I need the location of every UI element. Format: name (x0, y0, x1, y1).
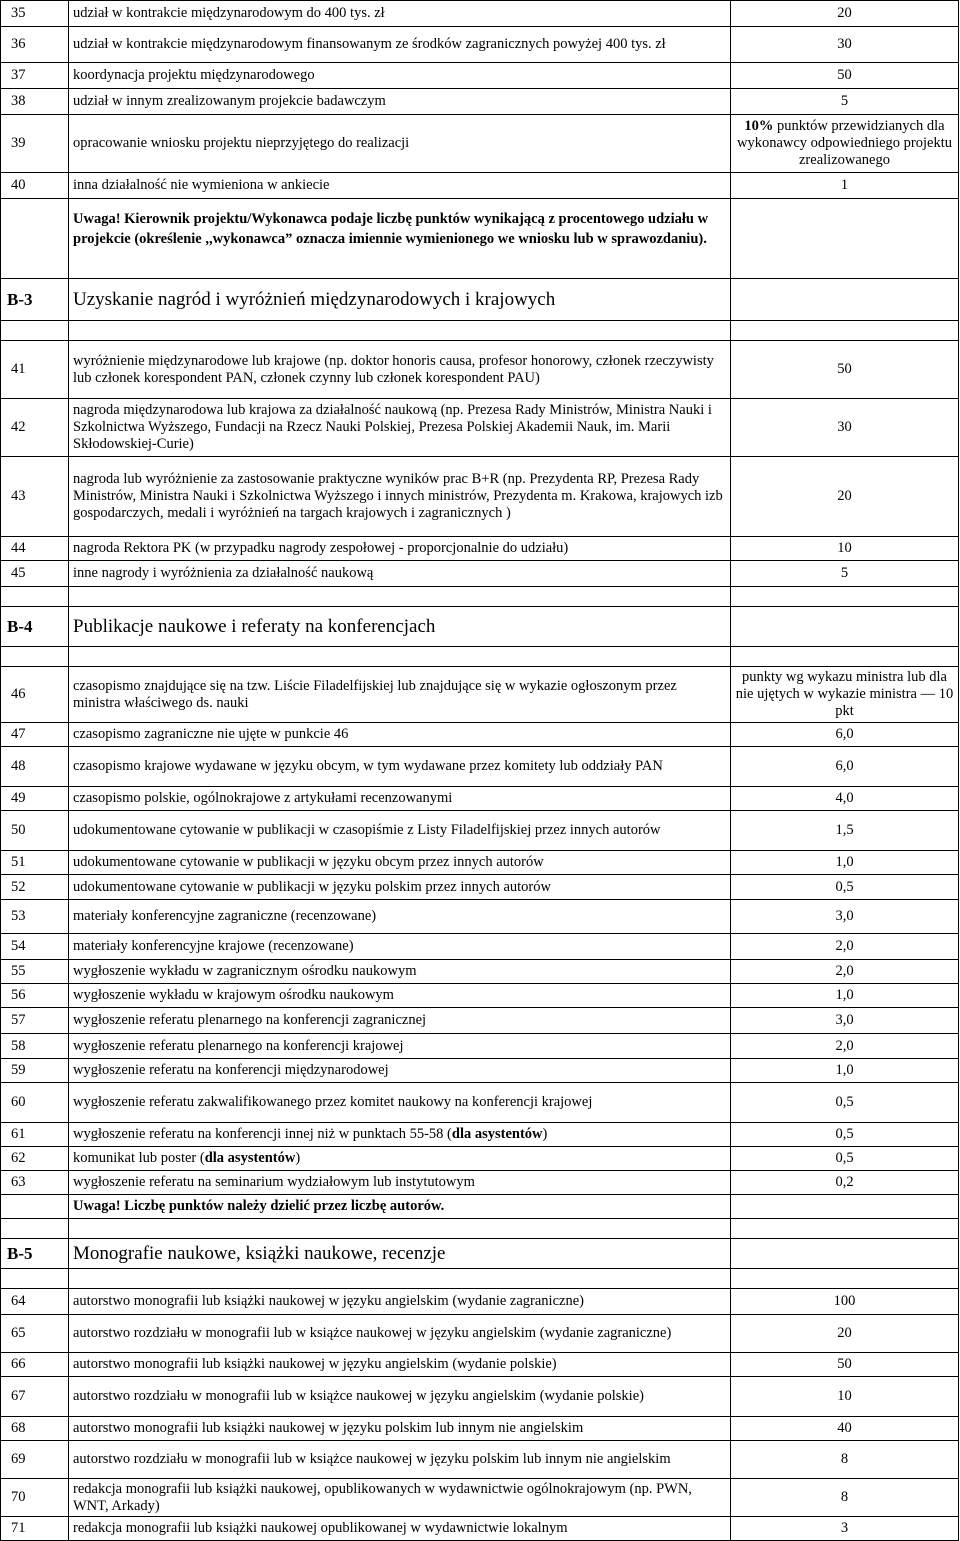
row-number: 41 (1, 341, 69, 399)
table-row (1, 457, 959, 537)
table-row (1, 173, 959, 199)
row-number: 71 (1, 1517, 69, 1541)
table-row (1, 851, 959, 875)
table-row (1, 1034, 959, 1059)
row-description: czasopismo zagraniczne nie ujęte w punkcie 46 (69, 723, 731, 747)
row-points: 2,0 (731, 934, 959, 960)
row-description: wygłoszenie referatu plenarnego na konferencji krajowej (69, 1034, 731, 1059)
row-points: 3,0 (731, 1008, 959, 1034)
row-points: 8 (731, 1441, 959, 1479)
row-description: udokumentowane cytowanie w publikacji w języku obcym przez innych autorów (69, 851, 731, 875)
row-number: 43 (1, 457, 69, 537)
table-row (1, 115, 959, 173)
row-number: 38 (1, 89, 69, 115)
table-row (1, 1479, 959, 1517)
row-points: 1,0 (731, 984, 959, 1008)
section-code: B-4 (1, 607, 69, 647)
table-row (1, 1315, 959, 1353)
section-header-b5 (1, 1239, 959, 1269)
row-points: 30 (731, 399, 959, 457)
row-number: 52 (1, 875, 69, 900)
row-points (731, 115, 959, 173)
row-description: wygłoszenie referatu na konferencji innej niż w punktach 55-58 (dla asystentów) (69, 1123, 731, 1147)
row-description: autorstwo rozdziału w monografii lub w książce naukowej w języku angielskim (wydanie polskie) (69, 1377, 731, 1417)
section-header-b3 (1, 279, 959, 321)
row-number: 57 (1, 1008, 69, 1034)
row-points: 4,0 (731, 787, 959, 811)
row-description: wygłoszenie referatu na seminarium wydziałowym lub instytutowym (69, 1171, 731, 1195)
row-number: 47 (1, 723, 69, 747)
row-number: 46 (1, 667, 69, 723)
row-points: 20 (731, 1315, 959, 1353)
row-description: czasopismo polskie, ogólnokrajowe z artykułami recenzowanymi (69, 787, 731, 811)
row-description: inne nagrody i wyróżnienia za działalność naukową (69, 561, 731, 587)
table-row (1, 960, 959, 984)
row-number: 42 (1, 399, 69, 457)
row-description: udział w kontrakcie międzynarodowym do 400 tys. zł (69, 1, 731, 27)
row-number: 59 (1, 1059, 69, 1083)
table-row (1, 984, 959, 1008)
section-header-b4 (1, 607, 959, 647)
row-points: 1,0 (731, 851, 959, 875)
row-points: 1,0 (731, 1059, 959, 1083)
row-points: 50 (731, 341, 959, 399)
row-points: 50 (731, 1353, 959, 1377)
table-row (1, 1517, 959, 1541)
percent-note: punktów przewidzianych dla wykonawcy odpowiedniego projektu zrealizowanego (736, 118, 953, 168)
row-description: opracowanie wniosku projektu nieprzyjętego do realizacji (69, 115, 731, 173)
row-number: 40 (1, 173, 69, 199)
row-description: inna działalność nie wymieniona w ankiecie (69, 173, 731, 199)
section-code: B-3 (1, 279, 69, 321)
note-row (1, 1195, 959, 1219)
table-row (1, 537, 959, 561)
row-number: 36 (1, 27, 69, 63)
row-points: 0,5 (731, 1083, 959, 1123)
row-number: 45 (1, 561, 69, 587)
row-points: 5 (731, 561, 959, 587)
row-number: 51 (1, 851, 69, 875)
row-description: wygłoszenie wykładu w krajowym ośrodku naukowym (69, 984, 731, 1008)
table-row (1, 934, 959, 960)
table-row (1, 811, 959, 851)
row-points: 1 (731, 173, 959, 199)
row-number: 70 (1, 1479, 69, 1517)
table-row (1, 787, 959, 811)
row-number: 62 (1, 1147, 69, 1171)
row-points: 20 (731, 1, 959, 27)
row-number: 50 (1, 811, 69, 851)
row-points: 6,0 (731, 747, 959, 787)
note-text: Uwaga! Kierownik projektu/Wykonawca podaje liczbę punktów wynikającą z procentowego udziału w projekcie (określenie ,,wykonawca” oznacza imiennie wymienionego we wniosku lub w sprawozdaniu). (69, 199, 731, 279)
row-points: 40 (731, 1417, 959, 1441)
row-number: 67 (1, 1377, 69, 1417)
note-row (1, 199, 959, 279)
row-description: nagroda międzynarodowa lub krajowa za działalność naukową (np. Prezesa Rady Ministrów, Ministra Nauki i Szkolnictwa Wyższego, Fundacji na Rzecz Nauki Polskiej, Prezesa Polskiej Akademii Nauk, im. Marii Skłodowskiej-Curie) (69, 399, 731, 457)
row-description: wygłoszenie wykładu w zagranicznym ośrodku naukowym (69, 960, 731, 984)
row-points: 1,5 (731, 811, 959, 851)
row-description: nagroda lub wyróżnienie za zastosowanie praktyczne wyników prac B+R (np. Prezydenta RP, Prezesa Rady Ministrów, Ministra Nauki i Szkolnictwa Wyższego i innych ministrów, Prezydenta m. Krakowa, krajowych izb gospodarczych, medali i wyróżnień na targach krajowych i zagranicznych ) (69, 457, 731, 537)
row-points: 0,5 (731, 875, 959, 900)
row-description: czasopismo znajdujące się na tzw. Liście Filadelfijskiej lub znajdujące się w wykazie ogłoszonym przez ministra właściwego ds. nauki (69, 667, 731, 723)
row-description: koordynacja projektu międzynarodowego (69, 63, 731, 89)
table-row (1, 89, 959, 115)
table-row (1, 1008, 959, 1034)
table-row (1, 1059, 959, 1083)
table-row (1, 1377, 959, 1417)
row-description: redakcja monografii lub książki naukowej, opublikowanych w wydawnictwie ogólnokrajowym (np. PWN, WNT, Arkady) (69, 1479, 731, 1517)
row-description: autorstwo monografii lub książki naukowej w języku angielskim (wydanie polskie) (69, 1353, 731, 1377)
row-points: 3 (731, 1517, 959, 1541)
row-description: wygłoszenie referatu plenarnego na konferencji zagranicznej (69, 1008, 731, 1034)
row-points: 2,0 (731, 960, 959, 984)
row-number: 39 (1, 115, 69, 173)
row-description: autorstwo rozdziału w monografii lub w książce naukowej w języku angielskim (wydanie zagraniczne) (69, 1315, 731, 1353)
row-points: 8 (731, 1479, 959, 1517)
table-row (1, 1171, 959, 1195)
row-points: 30 (731, 27, 959, 63)
table-row (1, 723, 959, 747)
row-number: 53 (1, 900, 69, 934)
section-code: B-5 (1, 1239, 69, 1269)
row-description: autorstwo rozdziału w monografii lub w książce naukowej w języku polskim lub innym nie angielskim (69, 1441, 731, 1479)
note-text: Uwaga! Liczbę punktów należy dzielić przez liczbę autorów. (69, 1195, 731, 1219)
table-row (1, 341, 959, 399)
row-points: 10 (731, 1377, 959, 1417)
row-points: 50 (731, 63, 959, 89)
row-points: 20 (731, 457, 959, 537)
row-description: komunikat lub poster (dla asystentów) (69, 1147, 731, 1171)
row-number: 35 (1, 1, 69, 27)
row-number: 44 (1, 537, 69, 561)
row-description: autorstwo monografii lub książki naukowej w języku angielskim (wydanie zagraniczne) (69, 1289, 731, 1315)
row-points: 0,5 (731, 1147, 959, 1171)
row-number: 69 (1, 1441, 69, 1479)
row-description: materiały konferencyjne krajowe (recenzowane) (69, 934, 731, 960)
row-number: 63 (1, 1171, 69, 1195)
table-row (1, 1, 959, 27)
percent-value: 10% (744, 118, 774, 134)
row-points: 3,0 (731, 900, 959, 934)
row-description: autorstwo monografii lub książki naukowej w języku polskim lub innym nie angielskim (69, 1417, 731, 1441)
table-row (1, 1417, 959, 1441)
table-row (1, 1083, 959, 1123)
row-number: 48 (1, 747, 69, 787)
row-number: 54 (1, 934, 69, 960)
row-number: 58 (1, 1034, 69, 1059)
row-description: wyróżnienie międzynarodowe lub krajowe (np. doktor honoris causa, profesor honorowy, członek rzeczywisty lub członek korespondent PAN, członek czynny lub członek korespondent PAU) (69, 341, 731, 399)
row-points: 0,5 (731, 1123, 959, 1147)
section-title: Publikacje naukowe i referaty na konferencjach (69, 607, 731, 647)
table-row (1, 63, 959, 89)
row-description: wygłoszenie referatu na konferencji międzynarodowej (69, 1059, 731, 1083)
row-points: punkty wg wykazu ministra lub dla nie ujętych w wykazie ministra — 10 pkt (731, 667, 959, 723)
row-number: 60 (1, 1083, 69, 1123)
row-description: nagroda Rektora PK (w przypadku nagrody zespołowej - proporcjonalnie do udziału) (69, 537, 731, 561)
row-description: udział w kontrakcie międzynarodowym finansowanym ze środków zagranicznych powyżej 400 tys. zł (69, 27, 731, 63)
row-description: czasopismo krajowe wydawane w języku obcym, w tym wydawane przez komitety lub oddziały PAN (69, 747, 731, 787)
table-row (1, 667, 959, 723)
table-row (1, 27, 959, 63)
table-row (1, 900, 959, 934)
row-description: udział w innym zrealizowanym projekcie badawczym (69, 89, 731, 115)
table-row (1, 399, 959, 457)
table-row (1, 561, 959, 587)
row-number: 68 (1, 1417, 69, 1441)
table-row (1, 1289, 959, 1315)
row-points: 100 (731, 1289, 959, 1315)
table-row (1, 875, 959, 900)
row-description: materiały konferencyjne zagraniczne (recenzowane) (69, 900, 731, 934)
row-number: 37 (1, 63, 69, 89)
row-description: wygłoszenie referatu zakwalifikowanego przez komitet naukowy na konferencji krajowej (69, 1083, 731, 1123)
section-title: Uzyskanie nagród i wyróżnień międzynarodowych i krajowych (69, 279, 731, 321)
row-number: 61 (1, 1123, 69, 1147)
row-description: redakcja monografii lub książki naukowej opublikowanej w wydawnictwie lokalnym (69, 1517, 731, 1541)
row-points: 2,0 (731, 1034, 959, 1059)
row-number: 55 (1, 960, 69, 984)
row-number: 66 (1, 1353, 69, 1377)
row-number: 65 (1, 1315, 69, 1353)
table-row (1, 1147, 959, 1171)
row-number: 56 (1, 984, 69, 1008)
row-description: udokumentowane cytowanie w publikacji w czasopiśmie z Listy Filadelfijskiej przez innych autorów (69, 811, 731, 851)
table-row (1, 1123, 959, 1147)
row-points: 10 (731, 537, 959, 561)
row-number: 64 (1, 1289, 69, 1315)
row-points: 6,0 (731, 723, 959, 747)
table-row (1, 747, 959, 787)
section-title: Monografie naukowe, książki naukowe, recenzje (69, 1239, 731, 1269)
table-row (1, 1353, 959, 1377)
table-row (1, 1441, 959, 1479)
row-points: 5 (731, 89, 959, 115)
row-points: 0,2 (731, 1171, 959, 1195)
row-number: 49 (1, 787, 69, 811)
row-description: udokumentowane cytowanie w publikacji w języku polskim przez innych autorów (69, 875, 731, 900)
